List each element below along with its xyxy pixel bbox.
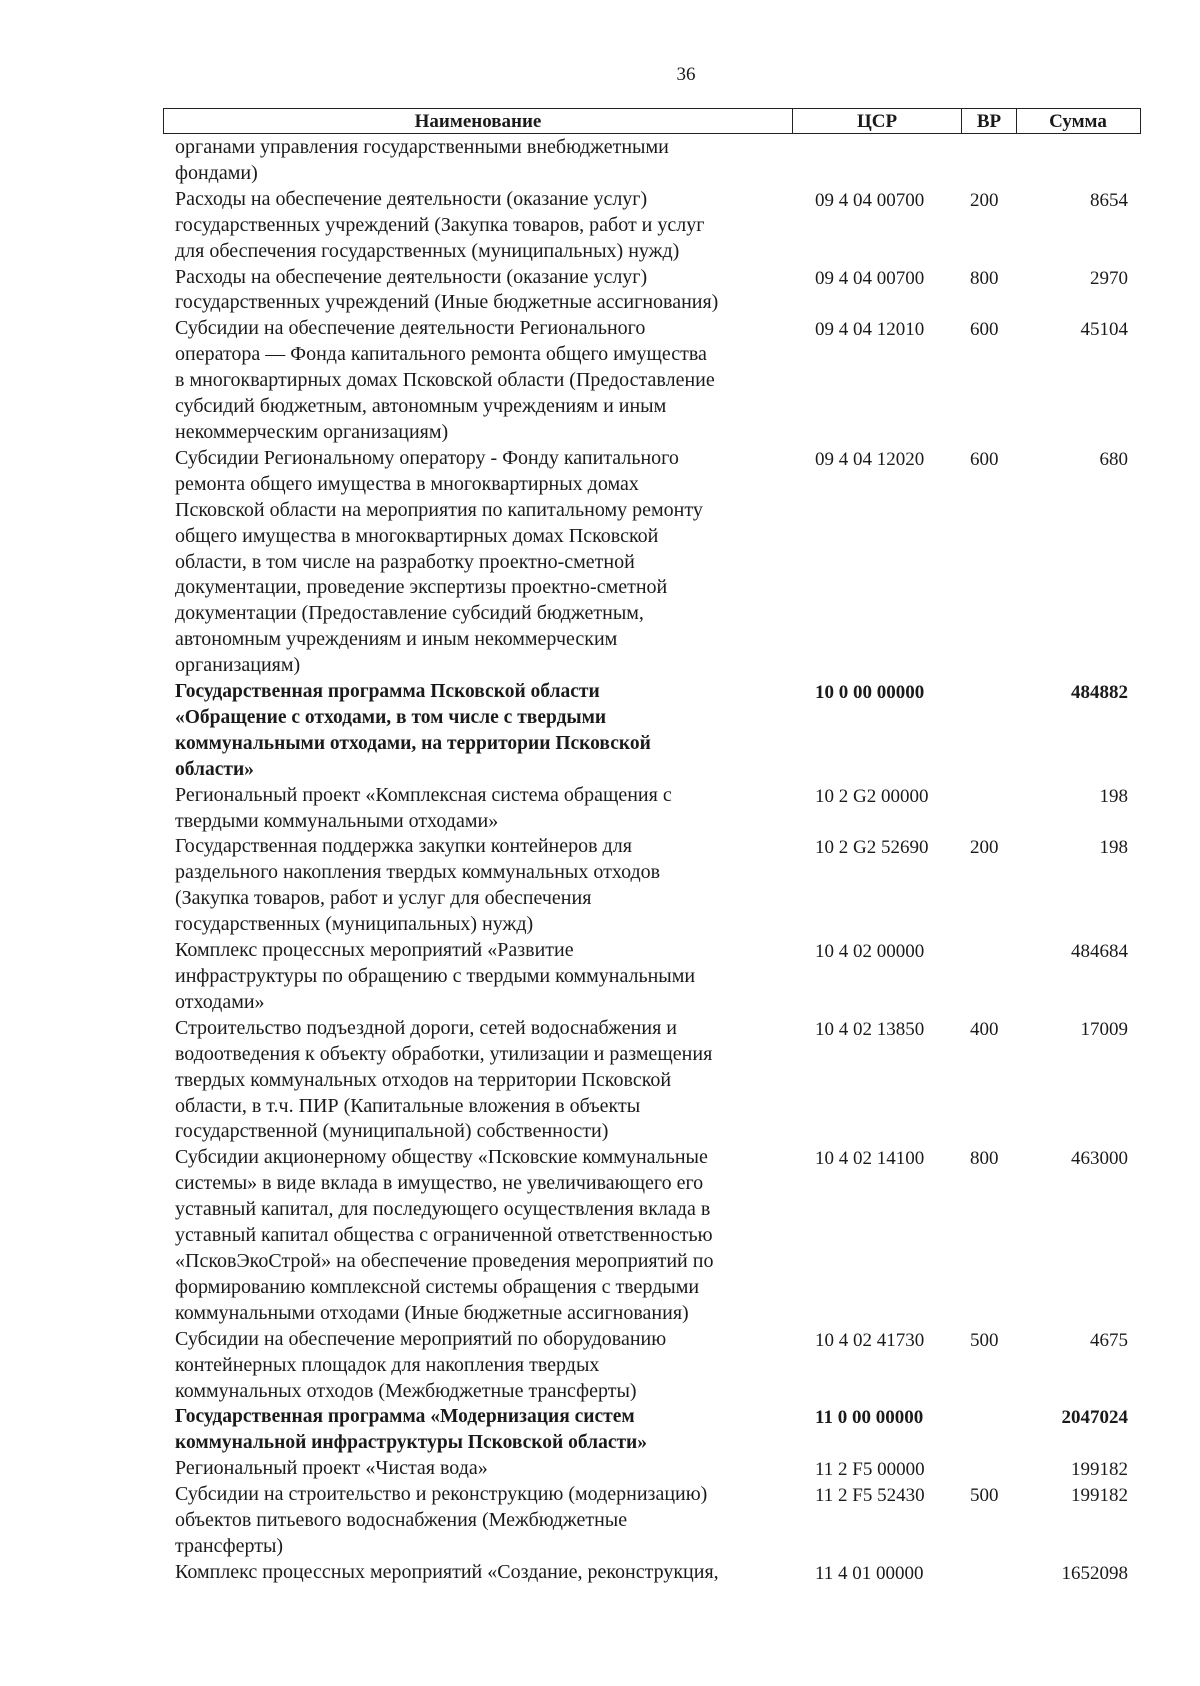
- table-row: [0, 446, 1200, 679]
- row-sum: 199182: [1071, 1459, 1128, 1481]
- table-row: [0, 1327, 1200, 1405]
- row-name: Государственная программа Псковской области «Обращение с отходами, в том числе с твердыми коммунальными отходами, на территории Псковской области»: [175, 681, 651, 780]
- row-vr: 500: [970, 1329, 999, 1351]
- row-sum: 198: [1099, 785, 1128, 807]
- row-csr: 10 2 G2 52690: [815, 837, 929, 859]
- row-name: Региональный проект «Чистая вода»: [175, 1457, 488, 1480]
- row-sum: 199182: [1071, 1485, 1128, 1507]
- row-name: органами управления государственными внебюджетными фондами): [175, 136, 669, 184]
- row-vr: 800: [970, 267, 999, 289]
- header-csr: ЦСР: [793, 109, 962, 133]
- row-name: Комплекс процессных мероприятий «Создание, реконструкция,: [175, 1560, 719, 1583]
- row-csr: 10 2 G2 00000: [815, 785, 929, 807]
- row-name: Расходы на обеспечение деятельности (оказание услуг) государственных учреждений (Закупка товаров, работ и услуг для обеспечения государственных (муниципальных) нужд): [175, 187, 705, 262]
- table-body: [0, 135, 1200, 1586]
- header-sum: Сумма: [1049, 111, 1107, 132]
- table-row-program: [0, 679, 1200, 783]
- table-row: [0, 938, 1200, 1016]
- row-csr: 09 4 04 00700: [815, 267, 925, 289]
- row-name: Расходы на обеспечение деятельности (оказание услуг) государственных учреждений (Иные бюджетные ассигнования): [175, 265, 719, 314]
- row-csr: 10 0 00 00000: [815, 682, 925, 704]
- row-name: Региональный проект «Комплексная система обращения с твердыми коммунальными отходами»: [175, 783, 672, 832]
- table-row: [0, 1456, 1200, 1482]
- row-sum: 1652098: [1061, 1562, 1128, 1584]
- row-csr: 10 4 02 41730: [815, 1329, 925, 1351]
- row-vr: 600: [970, 319, 999, 341]
- row-name: Государственная программа «Модернизация систем коммунальной инфраструктуры Псковской области»: [175, 1406, 648, 1454]
- row-sum: 680: [1099, 448, 1128, 470]
- row-sum: 484882: [1071, 682, 1128, 704]
- header-name: Наименование: [164, 109, 793, 133]
- row-name: Субсидии акционерному обществу «Псковские коммунальные системы» в виде вклада в имущество, не увеличивающего его уставный капитал, для последующего осуществления вклада в уставный капитал общества с ограниченной ответственностью «ПсковЭкоСтрой» на обеспечение проведения мероприятий по формированию комплексной системы обращения с твердыми коммунальными отходами (Иные бюджетные ассигнования): [175, 1146, 714, 1324]
- row-name: Субсидии на обеспечение мероприятий по оборудованию контейнерных площадок для накопления твердых коммунальных отходов (Межбюджетные трансферты): [175, 1327, 667, 1402]
- table-row: [0, 783, 1200, 835]
- row-sum: 484684: [1071, 941, 1128, 963]
- row-sum: 2970: [1090, 267, 1128, 289]
- row-vr: 400: [970, 1018, 999, 1040]
- header-vr: ВР: [962, 109, 1017, 133]
- table-row: [0, 834, 1200, 938]
- row-name: Субсидии на обеспечение деятельности Регионального оператора — Фонда капитального ремонта общего имущества в многоквартирных домах Псковской области (Предоставление субсидий бюджетным, автономным учреждениям и иным некоммерческим организациям): [175, 317, 715, 443]
- row-csr: 11 2 F5 00000: [815, 1459, 925, 1481]
- row-csr: 09 4 04 12010: [815, 319, 925, 341]
- row-csr: 09 4 04 00700: [815, 189, 925, 211]
- row-name: Строительство подъездной дороги, сетей водоснабжения и водоотведения к объекту обработки, утилизации и размещения твердых коммунальных отходов на территории Псковской области, в т.ч. ПИР (Капитальные вложения в объекты государственной (муниципальной) собственности): [175, 1016, 713, 1143]
- table-row: [0, 1560, 1200, 1586]
- row-sum: 198: [1099, 837, 1128, 859]
- table-row: [0, 265, 1200, 317]
- row-sum: 463000: [1071, 1148, 1128, 1170]
- table-row: [0, 1016, 1200, 1146]
- row-name: Субсидии Региональному оператору - Фонду капитального ремонта общего имущества в многоквартирных домах Псковской области на мероприятия по капитальному ремонту общего имущества в многоквартирных домах Псковской области, в том числе на разработку проектно-сметной документации, проведение экспертизы проектно-сметной документации (Предоставление субсидий бюджетным, автономным учреждениям и иным некоммерческим организациям): [175, 446, 703, 677]
- row-sum: 45104: [1080, 319, 1128, 341]
- row-name: Комплекс процессных мероприятий «Развитие инфраструктуры по обращению с твердыми коммунальными отходами»: [175, 939, 696, 1013]
- table-header: [163, 108, 1141, 134]
- row-csr: 09 4 04 12020: [815, 448, 925, 470]
- table-row-program: [0, 1404, 1200, 1456]
- row-csr: 11 2 F5 52430: [815, 1485, 925, 1507]
- row-csr: 11 4 01 00000: [815, 1562, 924, 1584]
- row-csr: 10 4 02 14100: [815, 1148, 925, 1170]
- page-number: 36: [676, 64, 696, 85]
- table-row: [0, 1482, 1200, 1560]
- row-sum: 17009: [1080, 1018, 1128, 1040]
- row-csr: 10 4 02 00000: [815, 941, 925, 963]
- row-name: Государственная поддержка закупки контейнеров для раздельного накопления твердых коммунальных отходов (Закупка товаров, работ и услуг для обеспечения государственных (муниципальных) нужд): [175, 835, 661, 936]
- table-row: [0, 187, 1200, 265]
- row-csr: 10 4 02 13850: [815, 1018, 925, 1040]
- row-sum: 4675: [1090, 1329, 1128, 1351]
- row-name: Субсидии на строительство и реконструкцию (модернизацию) объектов питьевого водоснабжения (Межбюджетные трансферты): [175, 1483, 708, 1557]
- row-vr: 200: [970, 189, 999, 211]
- table-row: [0, 135, 1200, 187]
- table-row: [0, 316, 1200, 446]
- row-sum: 2047024: [1061, 1407, 1128, 1429]
- row-vr: 200: [970, 837, 999, 859]
- row-vr: 600: [970, 448, 999, 470]
- row-vr: 800: [970, 1148, 999, 1170]
- row-csr: 11 0 00 00000: [815, 1407, 924, 1429]
- row-sum: 8654: [1090, 189, 1128, 211]
- row-vr: 500: [970, 1485, 999, 1507]
- table-row: [0, 1145, 1200, 1326]
